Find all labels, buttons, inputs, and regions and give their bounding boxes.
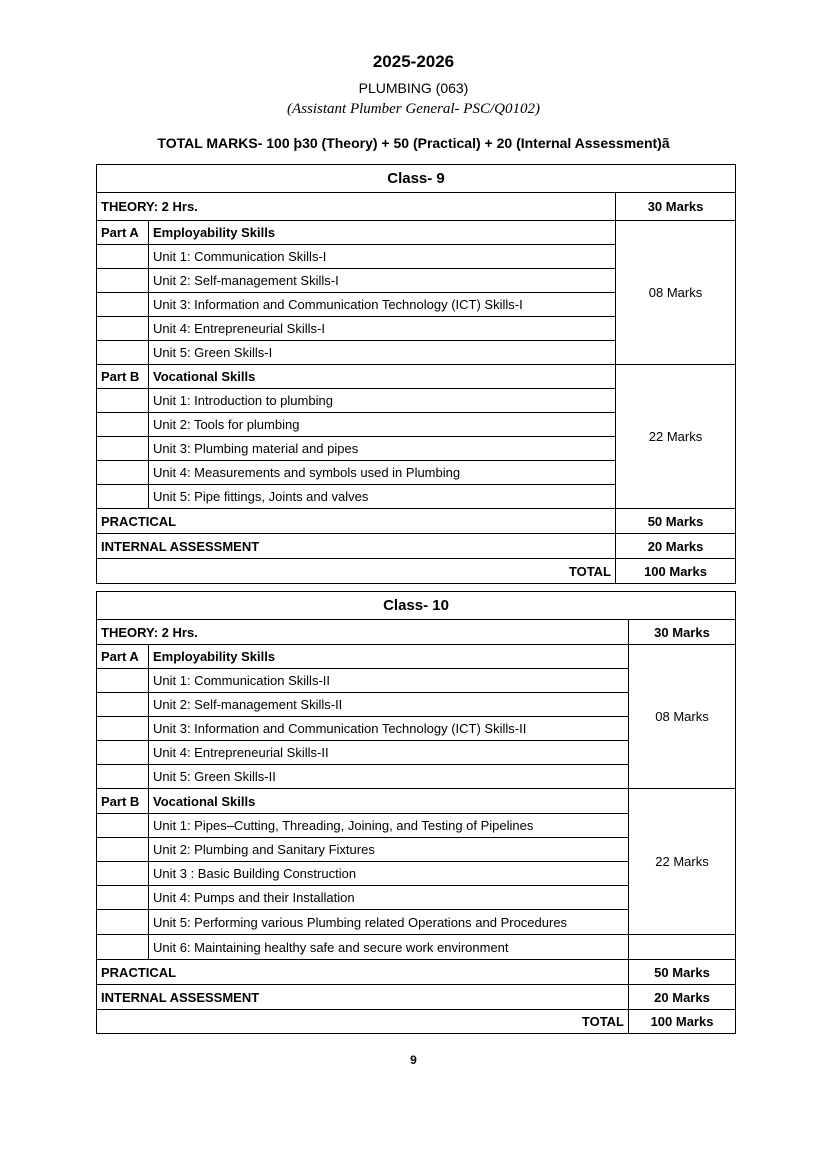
qualification-heading: (Assistant Plumber General- PSC/Q0102): [287, 101, 540, 117]
class10-part-b-unit: Unit 3 : Basic Building Construction: [149, 862, 629, 886]
class9-total-marks: 100 Marks: [616, 559, 736, 584]
class10-internal-marks: 20 Marks: [629, 985, 736, 1010]
class9-theory-marks: 30 Marks: [616, 193, 736, 221]
class9-part-b-unit: Unit 2: Tools for plumbing: [149, 413, 616, 437]
class10-part-b-extra-unit: Unit 6: Maintaining healthy safe and secure work environment: [149, 935, 629, 960]
class10-theory-marks: 30 Marks: [629, 620, 736, 645]
class9-internal-marks: 20 Marks: [616, 534, 736, 559]
class9-marks-table: [96, 164, 736, 584]
class9-part-b-unit: Unit 1: Introduction to plumbing: [149, 389, 616, 413]
class9-part-b-label: Part B: [97, 365, 149, 389]
class10-part-b-unit: Unit 1: Pipes–Cutting, Threading, Joining, and Testing of Pipelines: [149, 814, 629, 838]
class9-part-b-unit: Unit 3: Plumbing material and pipes: [149, 437, 616, 461]
class9-practical-marks: 50 Marks: [616, 509, 736, 534]
class10-part-a-unit: Unit 2: Self-management Skills-II: [149, 693, 629, 717]
class9-part-a-unit: Unit 3: Information and Communication Technology (ICT) Skills-I: [149, 293, 616, 317]
class9-internal-label: INTERNAL ASSESSMENT: [97, 534, 616, 559]
class10-part-b-unit: Unit 5: Performing various Plumbing related Operations and Procedures: [149, 910, 629, 935]
class10-part-b-heading: Vocational Skills: [149, 789, 629, 814]
class9-part-b-unit: Unit 4: Measurements and symbols used in Plumbing: [149, 461, 616, 485]
class10-part-b-unit: Unit 2: Plumbing and Sanitary Fixtures: [149, 838, 629, 862]
class10-practical-label: PRACTICAL: [97, 960, 629, 985]
class9-part-b-heading: Vocational Skills: [149, 365, 616, 389]
class10-part-a-unit: Unit 1: Communication Skills-II: [149, 669, 629, 693]
total-marks-line: TOTAL MARKS- 100 þ30 (Theory) + 50 (Practical) + 20 (Internal Assessment)ã: [157, 135, 670, 151]
class10-total-marks: 100 Marks: [629, 1010, 736, 1034]
class10-part-a-marks: 08 Marks: [629, 645, 736, 789]
class10-part-b-unit: Unit 4: Pumps and their Installation: [149, 886, 629, 910]
year-heading: 2025-2026: [372, 52, 455, 71]
class10-part-a-unit: Unit 5: Green Skills-II: [149, 765, 629, 789]
subject-heading: PLUMBING (063): [358, 80, 469, 96]
class10-total-label: TOTAL: [97, 1010, 629, 1034]
class9-theory-label: THEORY: 2 Hrs.: [97, 193, 616, 221]
class10-part-a-label: Part A: [97, 645, 149, 669]
page-number: 9: [410, 1053, 417, 1067]
class10-internal-label: INTERNAL ASSESSMENT: [97, 985, 629, 1010]
class10-part-a-unit: Unit 4: Entrepreneurial Skills-II: [149, 741, 629, 765]
class9-part-a-unit: Unit 1: Communication Skills-I: [149, 245, 616, 269]
class9-title: Class- 9: [97, 165, 736, 193]
class9-part-a-unit: Unit 5: Green Skills-I: [149, 341, 616, 365]
class9-part-a-unit: Unit 4: Entrepreneurial Skills-I: [149, 317, 616, 341]
class10-title: Class- 10: [97, 592, 736, 620]
class10-theory-label: THEORY: 2 Hrs.: [97, 620, 629, 645]
class10-marks-table: [96, 591, 736, 1034]
class9-part-b-marks: 22 Marks: [616, 365, 736, 509]
class10-part-b-marks: 22 Marks: [629, 789, 736, 935]
class9-part-a-marks: 08 Marks: [616, 221, 736, 365]
class10-part-b-label: Part B: [97, 789, 149, 814]
class9-part-b-unit: Unit 5: Pipe fittings, Joints and valves: [149, 485, 616, 509]
class9-part-a-label: Part A: [97, 221, 149, 245]
class9-practical-label: PRACTICAL: [97, 509, 616, 534]
class9-total-label: TOTAL: [97, 559, 616, 584]
class10-part-a-unit: Unit 3: Information and Communication Technology (ICT) Skills-II: [149, 717, 629, 741]
class10-part-a-heading: Employability Skills: [149, 645, 629, 669]
class10-practical-marks: 50 Marks: [629, 960, 736, 985]
class9-part-a-unit: Unit 2: Self-management Skills-I: [149, 269, 616, 293]
class9-part-a-heading: Employability Skills: [149, 221, 616, 245]
